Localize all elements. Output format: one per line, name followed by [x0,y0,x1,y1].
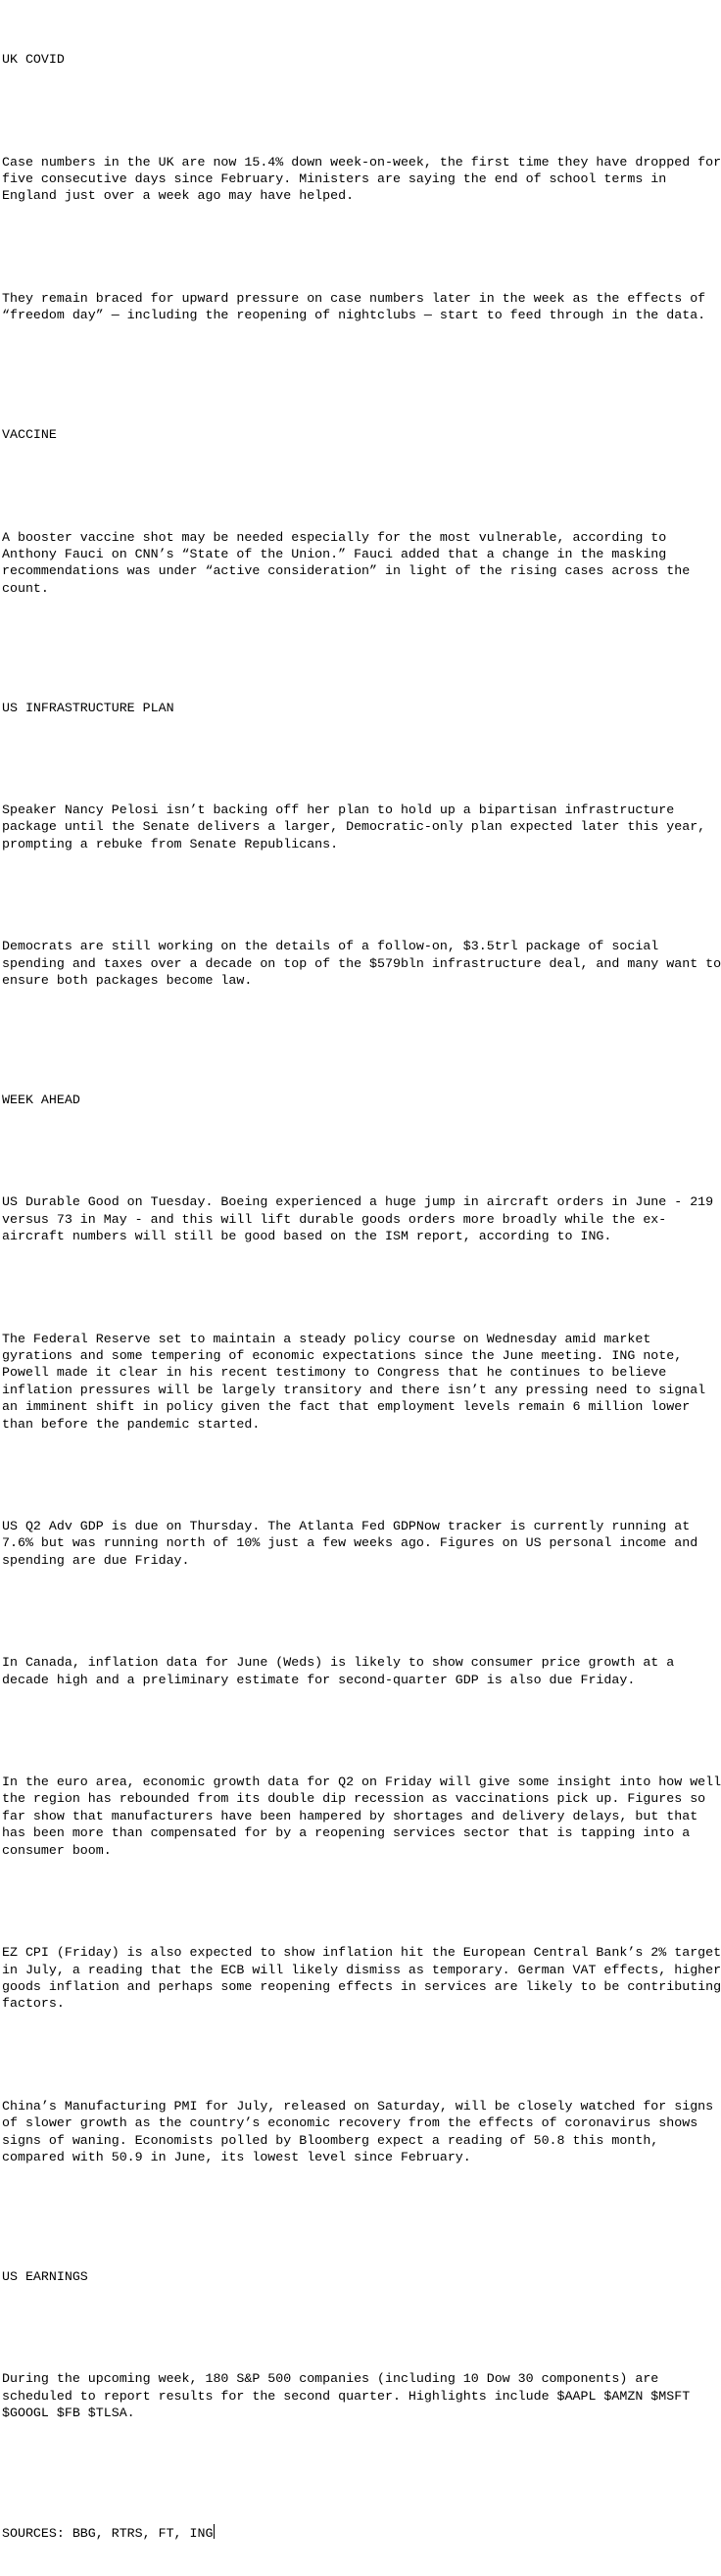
paragraph: The Federal Reserve set to maintain a steady policy course on Wednesday amid market gyrations and some tempering of economic expectations since the June meeting. ING note, Powell made it clear in his recent testimony to Congress that he continues to believe inflation pressures will be largely transitory and there isn’t any pressing need to signal an imminent shift in policy given the fact that employment levels remain 6 million lower than before the pandemic started. [2,1331,706,1432]
paragraph: In Canada, inflation data for June (Weds) is likely to show consumer price growth at a decade high and a preliminary estimate for second-quarter GDP is also due Friday. [2,1655,675,1687]
heading-vaccine: VACCINE [2,427,57,443]
paragraph: EZ CPI (Friday) is also expected to show inflation hit the European Central Bank’s 2% target in July, a reading that the ECB will likely dismiss as temporary. German VAT effects, higher goods inflation and perhaps some reopening effects in services are likely to be contributing factors. [2,1945,721,2012]
paragraph: Democrats are still working on the details of a follow-on, $3.5trl package of social spending and taxes over a decade on top of the $579bln infrastructure deal, and many want to ensure both packages become law. [2,939,721,989]
paragraph: Case numbers in the UK are now 15.4% down week-on-week, the first time they have dropped for five consecutive days since February. Ministers are saying the end of school terms in England just over a week ago may have helped. [2,154,721,204]
sources-text: SOURCES: BBG, RTRS, FT, ING [2,2525,214,2541]
spacer [2,239,700,256]
spacer [2,1893,700,1910]
spacer [2,1467,700,1483]
spacer [2,2047,700,2064]
paragraph: US Durable Good on Tuesday. Boeing experienced a huge jump in aircraft orders in June - 219 versus 73 in May - and this will lift durable goods orders more broadly while the ex- aircraft numbers will still be good based on the ISM report, according to ING. [2,1194,714,1244]
spacer [2,1723,700,1739]
spacer [2,887,700,903]
paragraph: A booster vaccine shot may be needed especially for the most vulnerable, according to Anthony Fauci on CNN’s “State of the Union.” Fauci added that a change in the masking recommendations was under “active consideration” in light of the rising cases across the count. [2,529,691,596]
spacer [2,631,700,648]
spacer [2,102,700,119]
text-cursor [214,2524,215,2539]
spacer [2,1023,700,1040]
spacer [2,1142,700,1159]
heading-us-infrastructure-plan: US INFRASTRUCTURE PLAN [2,700,174,715]
spacer [2,1603,700,1620]
heading-uk-covid: UK COVID [2,52,65,68]
spacer [2,2455,700,2472]
spacer [2,2200,700,2216]
sources-line [2,2524,700,2542]
paragraph: In the euro area, economic growth data for Q2 on Friday will give some insight into how well the region has rebounded from its double dip recession as vaccinations pick up. Figures so far show that manufacturers have been hampered by shortages and delivery delays, but that has been more than compensated for by a reopening services sector that is tapping into a consumer boom. [2,1774,721,1858]
spacer [2,2319,700,2336]
spacer [2,359,700,375]
spacer [2,477,700,494]
spacer [2,1279,700,1295]
heading-us-earnings: US EARNINGS [2,2268,88,2284]
paragraph: Speaker Nancy Pelosi isn’t backing off her plan to hold up a bipartisan infrastructure package until the Senate delivers a larger, Democratic-only plan expected later this year, prompting a rebuke from Senate Republicans. [2,802,706,851]
spacer [2,751,700,767]
document-body[interactable] [2,0,721,2576]
paragraph: US Q2 Adv GDP is due on Thursday. The Atlanta Fed GDPNow tracker is currently running at 7.6% but was running north of 10% just a few weeks ago. Figures on US personal income and spending are due Friday. [2,1518,698,1568]
paragraph: China’s Manufacturing PMI for July, released on Saturday, will be closely watched for signs of slower growth as the country’s economic recovery from the effects of coronavirus shows signs of waning. Economists polled by Bloomberg expect a reading of 50.8 this month, compared with 50.9 in June, its lowest level since February. [2,2098,714,2164]
paragraph: During the upcoming week, 180 S&P 500 companies (including 10 Dow 30 components) are scheduled to report results for the second quarter. Highlights include $AAPL $AMZN $MSFT $GOOGL $FB $TLSA. [2,2371,691,2421]
paragraph: They remain braced for upward pressure on case numbers later in the week as the effects of “freedom day” — including the reopening of nightclubs — start to feed through in the data. [2,290,706,323]
heading-week-ahead: WEEK AHEAD [2,1092,80,1107]
